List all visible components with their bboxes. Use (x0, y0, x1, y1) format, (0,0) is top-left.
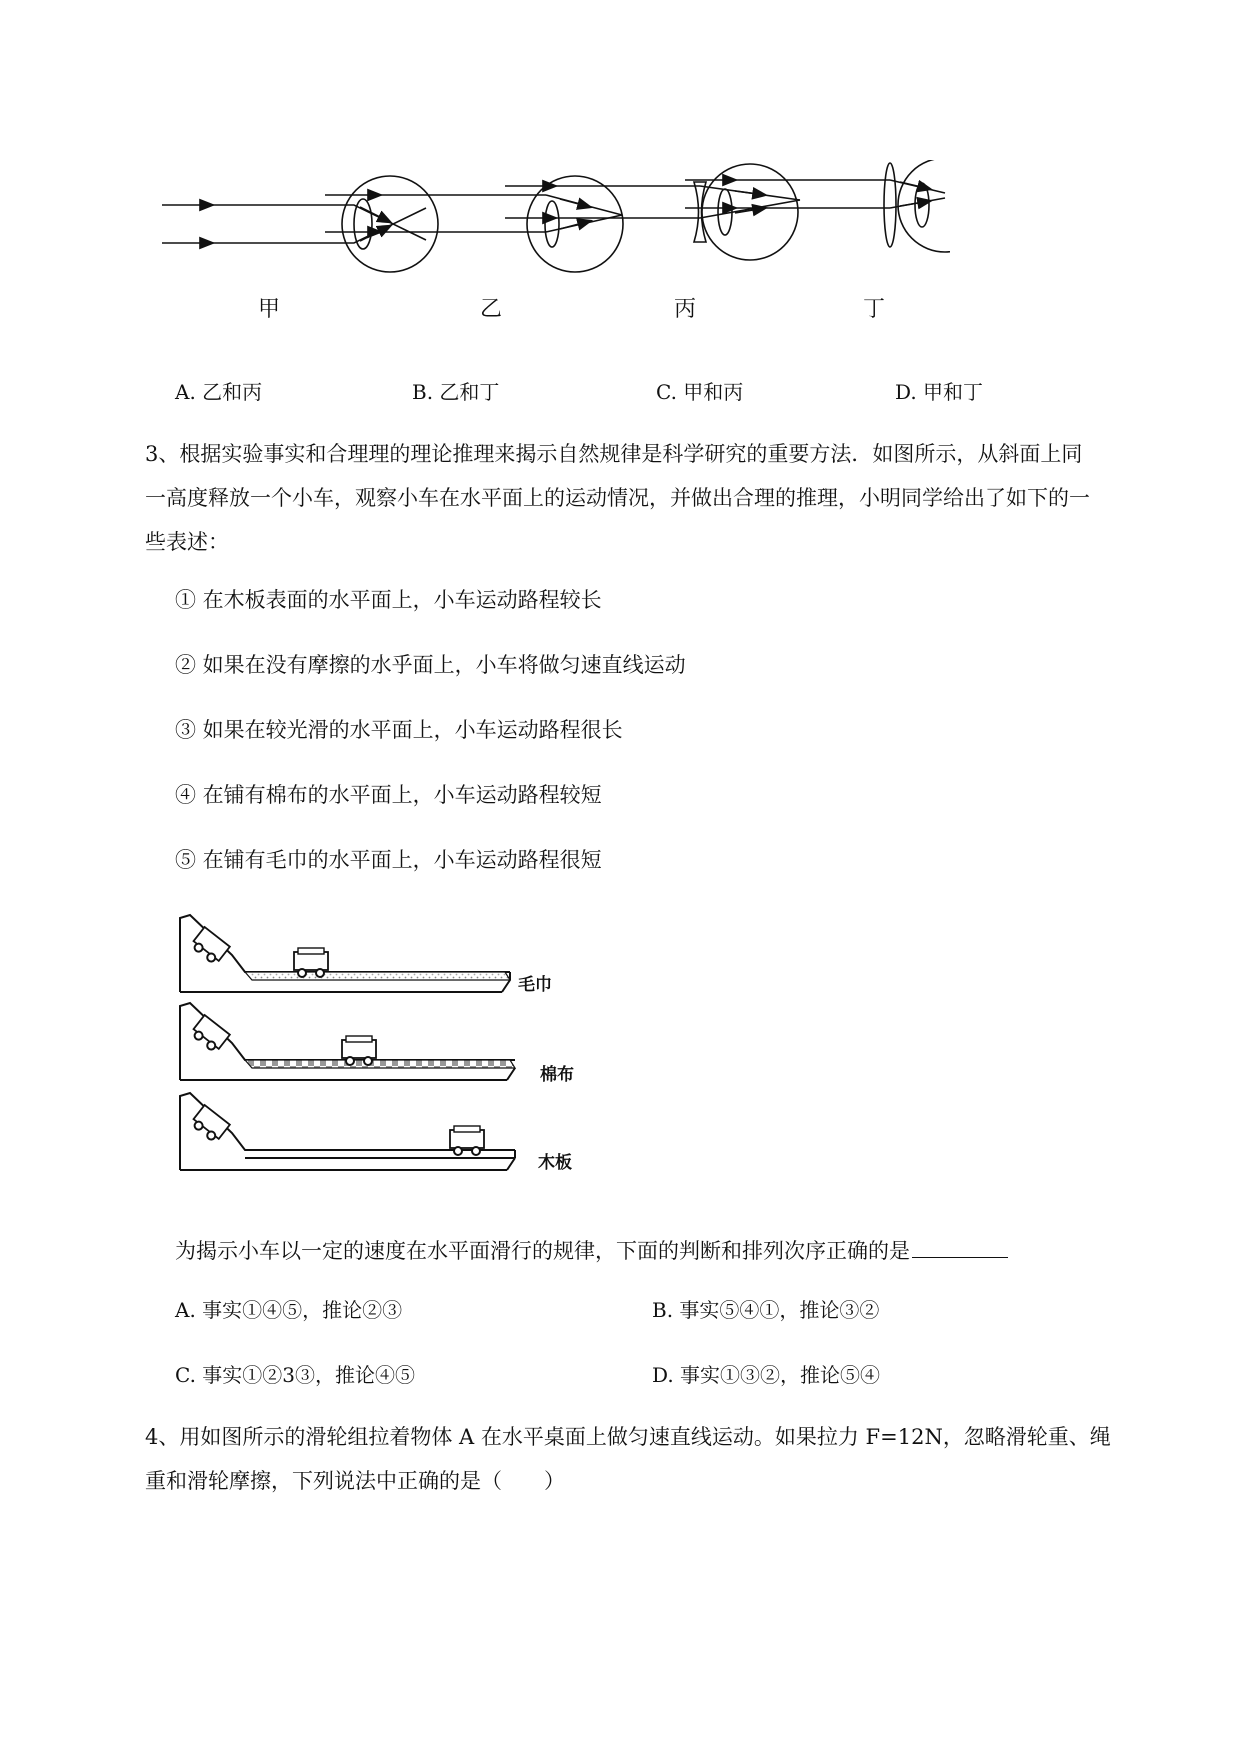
label-cotton: 棉布 (540, 1065, 574, 1085)
q3-option-d[interactable]: D. 事实①③②，推论⑤④ (652, 1363, 881, 1387)
q3-statement-2: ② 如果在没有摩擦的水乎面上，小车将做匀速直线运动 (175, 653, 686, 677)
label-board: 木板 (538, 1153, 572, 1173)
q3-option-c[interactable]: C. 事实①②3③，推论④⑤ (175, 1363, 416, 1387)
q4-stem-line-1: 4、用如图所示的滑轮组拉着物体 A 在水平桌面上做匀速直线运动。如果拉力 F=12N，忽略滑轮重、绳 (145, 1425, 1111, 1449)
q3-question-text: 为揭示小车以一定的速度在水平面滑行的规律，下面的判断和排列次序正确的是 (175, 1239, 910, 1263)
q4-stem-line-2: 重和滑轮摩擦，下列说法中正确的是（ ） (145, 1469, 565, 1493)
q3-stem-line-2: 一高度释放一个小车，观察小车在水平面上的运动情况，并做出合理的推理，小明同学给出了如下的一 (145, 486, 1090, 510)
eye-diagram-jia (162, 176, 438, 272)
q3-stem-line-3: 些表述： (145, 530, 229, 554)
q3-stem-line-1: 3、根据实验事实和合理理的理论推理来揭示自然规律是科学研究的重要方法．如图所示，从斜面上同 (145, 442, 1083, 466)
q3-statement-5: ⑤ 在铺有毛巾的水平面上，小车运动路程很短 (175, 848, 602, 872)
q3-statement-1: ① 在木板表面的水平面上，小车运动路程较长 (175, 588, 602, 612)
car-on-ramp-3 (190, 1105, 230, 1144)
ramp-row-cotton (180, 1003, 515, 1080)
eye-diagram-yi (325, 176, 623, 272)
q2-option-b[interactable]: B. 乙和丁 (412, 380, 500, 404)
q2-option-c[interactable]: C. 甲和丙 (656, 380, 744, 404)
eye-label-yi: 乙 (480, 297, 503, 322)
ramp-experiment-figure (170, 910, 590, 1185)
eye-label-ding: 丁 (863, 297, 886, 322)
car-on-ramp-1 (190, 927, 230, 966)
ramp-row-board (180, 1093, 515, 1170)
car-on-ramp-2 (190, 1015, 230, 1054)
q2-option-a[interactable]: A. 乙和丙 (175, 380, 263, 404)
q3-option-b[interactable]: B. 事实⑤④①，推论③② (652, 1298, 880, 1322)
q3-question (175, 1232, 1008, 1270)
eye-label-bing: 丙 (674, 297, 697, 322)
eye-label-jia: 甲 (258, 297, 281, 322)
q3-option-a[interactable]: A. 事实①④⑤，推论②③ (175, 1298, 403, 1322)
q3-statement-3: ③ 如果在较光滑的水平面上，小车运动路程很长 (175, 718, 623, 742)
q2-option-d[interactable]: D. 甲和丁 (895, 380, 984, 404)
q3-statement-4: ④ 在铺有棉布的水平面上，小车运动路程较短 (175, 783, 602, 807)
ramp-row-towel (180, 915, 510, 992)
eye-diagram-ding (685, 160, 950, 252)
label-towel: 毛巾 (518, 975, 552, 995)
answer-blank[interactable] (912, 1239, 1008, 1258)
